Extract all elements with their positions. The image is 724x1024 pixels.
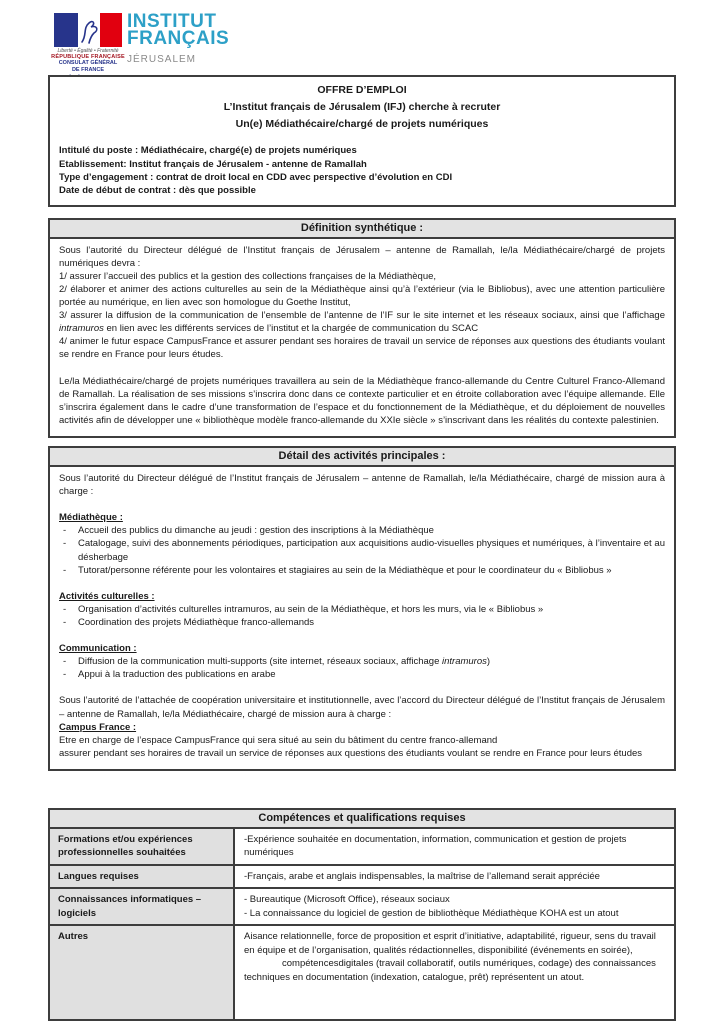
bullet-text: Accueil des publics du dimanche au jeudi : gestion des inscriptions à la Médiathèque [78, 525, 434, 537]
motto-text: Liberté • Égalité • Fraternité [57, 48, 119, 54]
bullet-text: Tutorat/personne référente pour les volontaires et stagiaires au sein de la Médiathèque et pour le coordinateur du « Bibliobus » [78, 564, 612, 576]
blank-line [59, 681, 665, 694]
wordmark-line-1: INSTITUT [127, 11, 217, 32]
row-value-line: - La connaissance du logiciel de gestion de bibliothèque Médiathèque KOHA est un atout [244, 907, 619, 919]
bullet-text: Appui à la traduction des publications en arabe [78, 669, 276, 681]
bullet-item [59, 603, 665, 616]
engagement-line: Type d’engagement : contrat de droit local en CDD avec perspective d’évolution en CDI [59, 171, 453, 183]
row-value [235, 889, 674, 924]
bullet-text: Coordination des projets Médiathèque franco-allemands [78, 616, 315, 628]
blank-line [59, 577, 665, 590]
row-value-line: - Bureautique (Microsoft Office), réseaux sociaux [244, 894, 450, 906]
marianne-figure-icon [78, 13, 100, 47]
start-date-line: Date de début de contrat : dès que possible [59, 185, 256, 197]
intramuros-italic: intramuros [442, 656, 487, 668]
french-flag-icon [54, 13, 122, 47]
bullet-item [59, 564, 665, 577]
row-value [235, 829, 674, 864]
dash-bullet-icon: - [63, 564, 67, 576]
position-line: Un(e) Médiathécaire/chargé de projets numériques [235, 117, 489, 130]
dash-bullet-icon: - [63, 525, 67, 537]
row-value [235, 926, 674, 1019]
row-value-line: -Français, arabe et anglais indispensables, la maîtrise de l’allemand serait appréciée [244, 870, 600, 882]
marianne-block [52, 13, 124, 82]
table-row-informatique [50, 889, 674, 926]
dash-bullet-icon: - [63, 538, 67, 550]
definition-item-3-tail: en lien avec les différents services de l’institut et la chargée de communication du SCAC [103, 323, 479, 335]
header-logo [52, 13, 229, 82]
post-title-line: Intitulé du poste : Médiathécaire, chargé(e) de projets numériques [59, 145, 357, 157]
row-label: Formations et/ou expériences professionnelles souhaitées [50, 829, 235, 864]
flag-blue-band [54, 13, 78, 47]
bullet-text: Organisation d’activités culturelles intramuros, au sein de la Médiathèque, et hors les murs, via le « Bibliobus » [78, 603, 544, 615]
bullet-item [59, 524, 665, 537]
definition-item-4: 4/ animer le futur espace CampusFrance et assurer pendant ses horaires de travail un service de réponses aux questions des étudiants voulant se rendre en France pour leurs études. [59, 336, 665, 361]
title-box [48, 75, 676, 207]
blank-line [59, 498, 665, 511]
bullet-item [59, 655, 665, 668]
city-label: JÉRUSALEM [127, 53, 197, 65]
campus-intro: Sous l’autorité de l’attachée de coopération universitaire et institutionnelle, avec l’accord du Directeur délégué de l’Institut français de Jérusalem – antenne de Ramallah, le/la Médiathécaire, chargé de mission aura à charge : [59, 695, 665, 720]
activities-section-header: Détail des activités principales : [50, 448, 674, 467]
bullet-item [59, 616, 665, 629]
campus-line-1: Etre en charge de l’espace CampusFrance qui sera situé au sein du bâtiment du centre franco-allemand [59, 734, 498, 746]
definition-closing: Le/la Médiathécaire/chargé de projets numériques travaillera au sein de la Médiathèque franco-allemande du Centre Culturel Franco-Allemand de Ramallah. La réalisation de ses missions s’inscrira donc dans ce contexte particulier et en étroite collaboration avec l’équipe allemande. Elle s’inscrira également dans le cadre d’une transformation de l’espace et du fonctionnement de la Médiathèque, et du déploiement de nouvelles activités afin de développer une « bibliothèque modèle franco-allemande du XXIe siècle » s’inscrivant dans les réalités du contexte palestinien. [59, 375, 665, 426]
bullet-item [59, 668, 665, 681]
establishment-line: Etablissement: Institut français de Jérusalem - antenne de Ramallah [59, 158, 367, 170]
row-label: Langues requises [50, 866, 235, 887]
recruiter-line: L’Institut français de Jérusalem (IFJ) cherche à recruter [223, 100, 501, 113]
blank-line [59, 629, 665, 642]
communication-bullet-text: Diffusion de la communication multi-supports (site internet, réseaux sociaux, affichage [78, 656, 442, 668]
consulat-line-1: CONSULAT GÉNÉRAL [58, 60, 118, 66]
definition-section-header: Définition synthétique : [50, 220, 674, 239]
subsection-mediatheque-title: Médiathèque : [59, 512, 123, 524]
dash-bullet-icon: - [63, 603, 67, 615]
consulat-line-2: DE FRANCE [71, 67, 105, 74]
subsection-activites-title: Activités culturelles : [59, 590, 155, 602]
definition-item-2: 2/ élaborer et animer des actions culturelles au sein de la Médiathèque ainsi qu’à l’extérieur (via le Bibliobus), avec une attention particulière portée au numérique, en lien avec son homologue du Goethe Institut, [59, 283, 665, 309]
definition-section-body [50, 239, 674, 436]
definition-item-1: 1/ assurer l’accueil des publics et la gestion des collections françaises de la Médiathèque, [59, 270, 437, 282]
competences-table [48, 808, 676, 1021]
row-value [235, 866, 674, 887]
bullet-text [78, 655, 665, 668]
republique-text: RÉPUBLIQUE FRANÇAISE [51, 54, 125, 60]
job-offer-heading: OFFRE D’EMPLOI [317, 84, 407, 96]
flag-white-band [78, 13, 100, 47]
document-content [48, 75, 676, 1021]
campus-line-2: assurer pendant ses horaires de travail un service de réponses aux questions des étudiants voulant se rendre en France pour leurs études [59, 747, 643, 759]
bullet-text: Catalogage, suivi des abonnements périodiques, participation aux acquisitions audio-visuelles physiques et numériques, à l’inventaire et au désherbage [78, 538, 665, 563]
dash-bullet-icon: - [63, 616, 67, 628]
intramuros-italic: intramuros [59, 323, 104, 335]
activities-section-body [50, 467, 674, 769]
definition-section [48, 218, 676, 438]
row-label: Connaissances informatiques – logiciels [50, 889, 235, 924]
flag-red-band [100, 13, 122, 47]
bullet-item [59, 537, 665, 563]
definition-intro: Sous l’autorité du Directeur délégué de l’Institut français de Jérusalem – antenne de Ramallah, le/la Médiathécaire/chargé de projets numériques devra : [59, 244, 665, 269]
definition-item-3-text: 3/ assurer la diffusion de la communication de l’ensemble de l’antenne de l’IF sur le site internet et les réseaux sociaux, ainsi que l’affichage [59, 310, 665, 322]
dash-bullet-icon: - [63, 669, 67, 681]
row-label: Autres [50, 926, 235, 1019]
table-row-langues [50, 866, 674, 889]
table-row-autres [50, 926, 674, 1019]
wordmark-line-2: FRANÇAIS [127, 28, 230, 50]
institut-francais-wordmark [127, 13, 229, 65]
communication-bullet-tail: ) [486, 656, 491, 668]
row-value-line: Aisance relationnelle, force de proposition et esprit d’initiative, adaptabilité, rigueur, sens du travail en équipe et de l’organisation, qualités rédactionnelles, disponibilité (événements en soirée), [244, 931, 656, 956]
row-value-line: compétencesdigitales (travail collaboratif, outils numériques, codage) des connaissances techniques en documentation (indexation, catalogue, prêt) représentent un atout. [244, 958, 656, 983]
blank-line [59, 362, 665, 375]
dash-bullet-icon: - [63, 656, 67, 668]
competences-table-header: Compétences et qualifications requises [50, 810, 674, 829]
table-row-formations [50, 829, 674, 866]
activities-section [48, 446, 676, 771]
subsection-campus-title: Campus France : [59, 721, 137, 733]
definition-item-3 [59, 309, 665, 335]
row-value-line: -Expérience souhaitée en documentation, information, communication et gestion de projets numériques [244, 833, 627, 859]
activities-intro: Sous l’autorité du Directeur délégué de l’Institut français de Jérusalem – antenne de Ramallah, le/la Médiathécaire, chargé de mission aura à charge : [59, 473, 665, 498]
subsection-communication-title: Communication : [59, 643, 137, 655]
